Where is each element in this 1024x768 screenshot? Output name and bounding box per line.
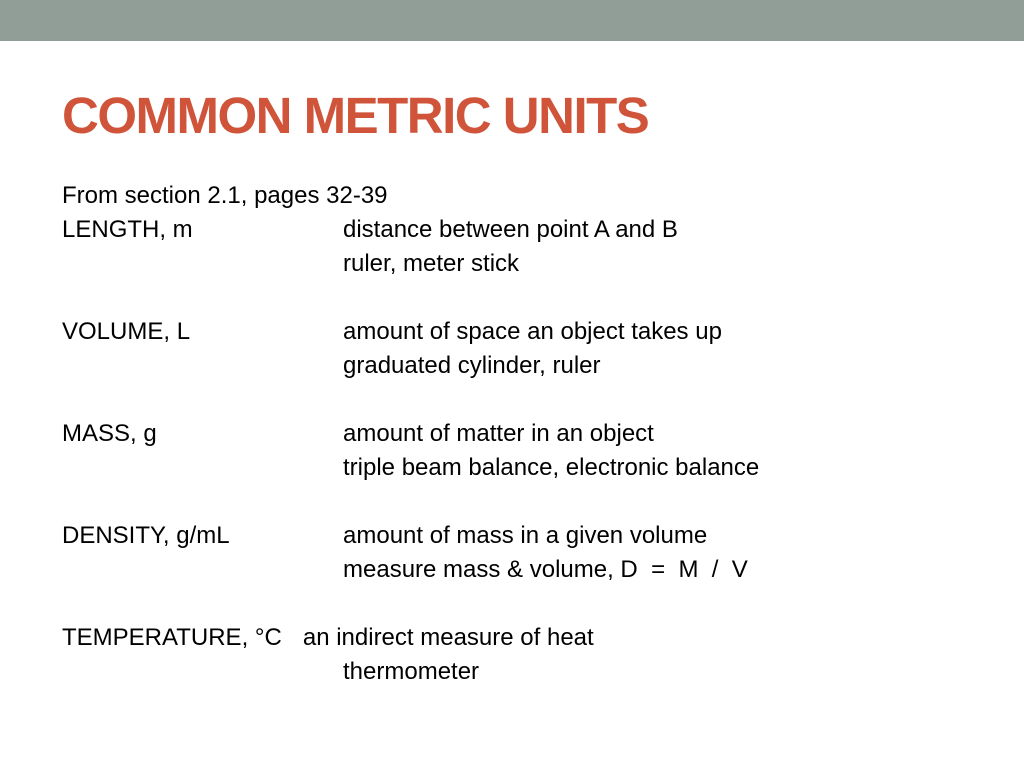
spacer [62,587,1002,621]
unit-label: VOLUME, L [62,318,191,345]
spacer [62,281,1002,315]
unit-tools: ruler, meter stick [343,250,520,277]
unit-tools: thermometer [343,658,480,685]
unit-tools: measure mass & volume, D = M / V [343,556,748,583]
source-text: From section 2.1, pages 32-39 [62,182,388,209]
unit-label: MASS, g [62,420,157,447]
unit-definition: distance between point A and B [343,216,678,243]
unit-label: TEMPERATURE, °C [62,624,282,651]
unit-tools: triple beam balance, electronic balance [343,454,760,481]
spacer [62,383,1002,417]
unit-label-spacer [62,655,343,689]
source-line [62,179,1002,213]
unit-label: DENSITY, g/mL [62,522,230,549]
unit-row-volume [62,315,1002,349]
unit-label-spacer [62,451,343,485]
unit-tools-row-length [62,247,1002,281]
unit-tools: graduated cylinder, ruler [343,352,601,379]
unit-tools-row-mass [62,451,1002,485]
unit-row-length [62,213,1002,247]
unit-label-spacer [62,553,343,587]
unit-definition: amount of mass in a given volume [343,522,708,549]
unit-label-spacer [62,247,343,281]
unit-label-spacer [62,349,343,383]
top-accent-bar [0,0,1024,41]
unit-tools-row-temperature [62,655,1002,689]
unit-definition: amount of space an object takes up [343,318,722,345]
unit-label: LENGTH, m [62,216,193,243]
unit-definition: an indirect measure of heat [302,624,594,651]
unit-row-mass [62,417,1002,451]
unit-definition: amount of matter in an object [343,420,654,447]
slide-title: COMMON METRIC UNITS [62,87,649,144]
slide-body [62,179,1002,689]
spacer [62,485,1002,519]
unit-tools-row-density [62,553,1002,587]
unit-row-density [62,519,1002,553]
unit-row-temperature [62,621,1002,655]
unit-tools-row-volume [62,349,1002,383]
